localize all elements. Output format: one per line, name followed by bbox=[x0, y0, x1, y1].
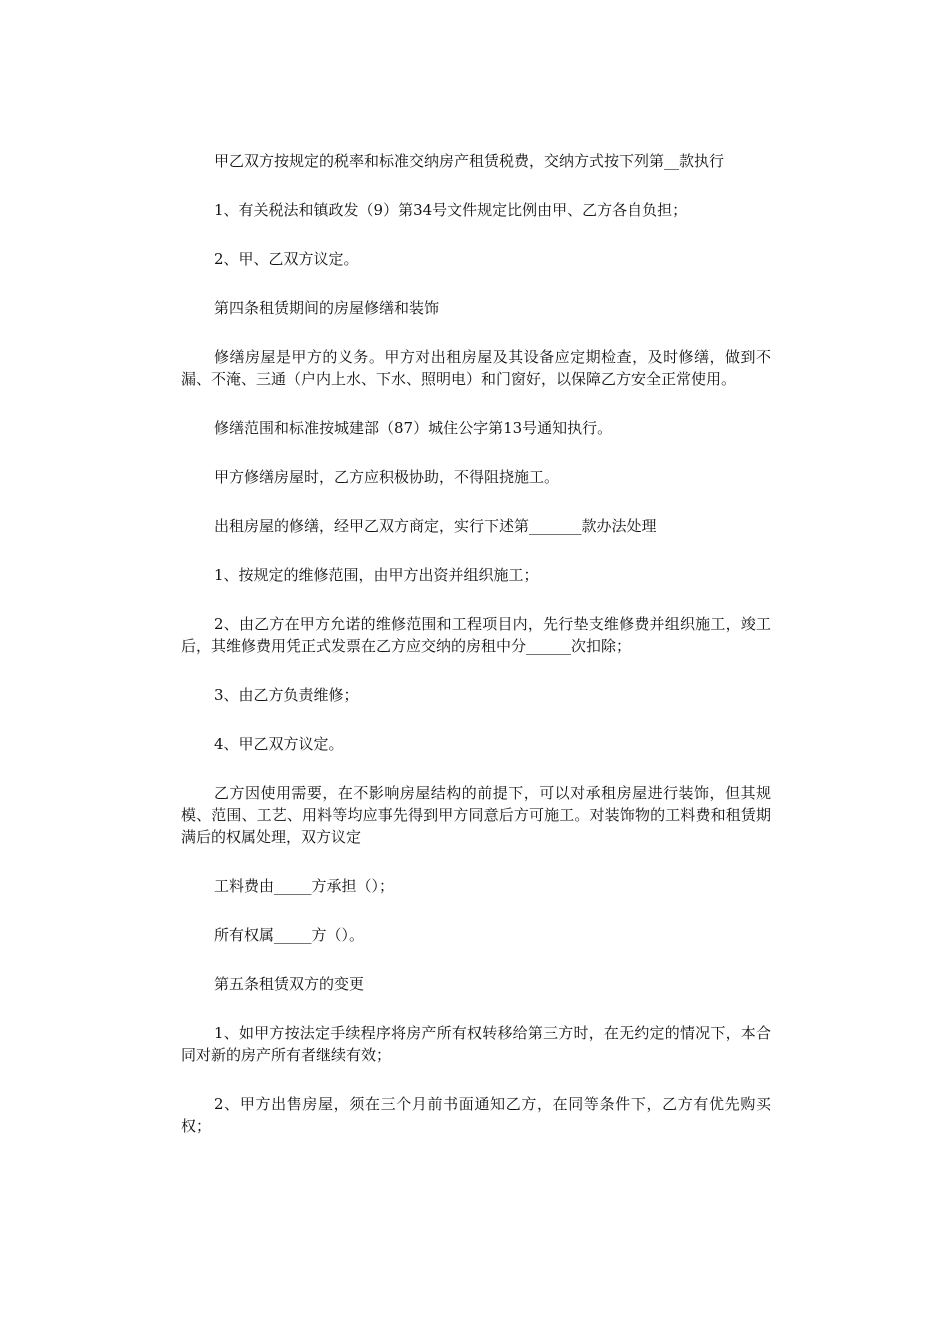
section-heading-article-5: 第五条租赁双方的变更 bbox=[214, 975, 365, 993]
document-body bbox=[181, 150, 771, 1164]
paragraph-repair-obligation: 修缮房屋是甲方的义务。甲方对出租房屋及其设备应定期检查，及时修缮，做到不漏、不淹、三通（户内上水、下水、照明电）和门窗好，以保障乙方安全正常使用。 bbox=[181, 348, 771, 388]
paragraph-change-2: 2、甲方出售房屋，须在三个月前书面通知乙方，在同等条件下，乙方有优先购买权； bbox=[181, 1095, 771, 1135]
paragraph-repair-option-4: 4、甲乙双方议定。 bbox=[214, 735, 344, 753]
paragraph-repair-option-1: 1、按规定的维修范围，由甲方出资并组织施工； bbox=[214, 566, 539, 584]
paragraph-ownership: 所有权属_____方（）。 bbox=[214, 926, 365, 944]
paragraph-repair-option-3: 3、由乙方负责维修； bbox=[214, 686, 359, 704]
paragraph-repair-method: 出租房屋的修缮，经甲乙双方商定，实行下述第_______款办法处理 bbox=[214, 517, 657, 535]
paragraph-change-1: 1、如甲方按法定手续程序将房产所有权转移给第三方时，在无约定的情况下，本合同对新的房产所有者继续有效； bbox=[181, 1024, 771, 1064]
section-heading-article-4: 第四条租赁期间的房屋修缮和装饰 bbox=[214, 299, 440, 317]
paragraph-repair-option-2: 2、由乙方在甲方允诺的维修范围和工程项目内，先行垫支维修费并组织施工，竣工后，其维修费用凭正式发票在乙方应交纳的房租中分______次扣除； bbox=[181, 615, 771, 655]
paragraph-tax-payment: 甲乙双方按规定的税率和标准交纳房产租赁税费，交纳方式按下列第__款执行 bbox=[214, 152, 725, 170]
paragraph-material-cost: 工料费由_____方承担（）； bbox=[214, 877, 395, 895]
paragraph-repair-cooperation: 甲方修缮房屋时，乙方应积极协助，不得阻挠施工。 bbox=[214, 468, 560, 486]
paragraph-tax-option-2: 2、甲、乙双方议定。 bbox=[214, 250, 359, 268]
paragraph-tax-option-1: 1、有关税法和镇政发（9）第34号文件规定比例由甲、乙方各自负担； bbox=[214, 201, 688, 219]
paragraph-decoration: 乙方因使用需要，在不影响房屋结构的前提下，可以对承租房屋进行装饰，但其规模、范围、工艺、用料等均应事先得到甲方同意后方可施工。对装饰物的工料费和租赁期满后的权属处理，双方议定 bbox=[181, 784, 771, 846]
paragraph-repair-scope: 修缮范围和标准按城建部（87）城住公字第13号通知执行。 bbox=[214, 419, 613, 437]
